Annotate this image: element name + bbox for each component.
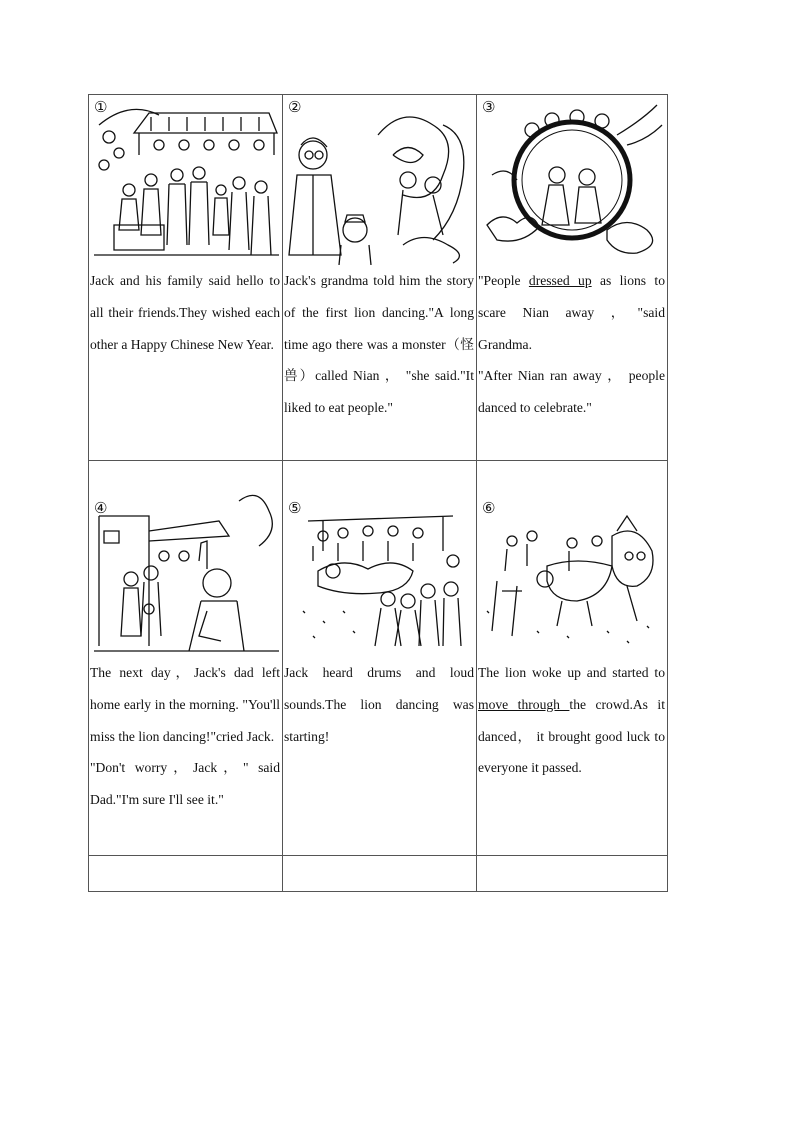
story-paragraph: "Don't worry，Jack，" said Dad."I'm sure I'll see it." xyxy=(90,760,280,808)
family-greeting-drawing xyxy=(89,95,282,265)
text-run: the crowd.As it danced， it brought good luck to everyone it passed. xyxy=(478,696,665,776)
panel-number: ⑥ xyxy=(482,499,496,517)
grandma-story-drawing xyxy=(283,95,476,265)
panel-4-illustration xyxy=(89,461,282,657)
text-run: The lion woke up and started to xyxy=(478,665,665,680)
story-paragraph: The next day，Jack's dad left home early in the morning. "You'll miss the lion dancing!"cried Jack. xyxy=(90,665,280,744)
panel-1-text xyxy=(89,265,282,360)
table-row xyxy=(89,856,668,892)
panel-5-text xyxy=(283,657,476,752)
panel-number: ① xyxy=(94,98,108,116)
lion-moving-drawing xyxy=(477,461,667,657)
panel-6-text xyxy=(477,657,667,784)
dad-leaving-drawing xyxy=(89,461,282,657)
story-paragraph: "After Nian ran away ， people danced to celebrate." xyxy=(478,368,665,416)
story-table xyxy=(88,94,668,892)
table-row xyxy=(89,461,668,856)
panel-number: ② xyxy=(288,98,302,116)
panel-1 xyxy=(89,95,283,461)
panel-number: ⑤ xyxy=(288,499,302,517)
panel-number: ④ xyxy=(94,499,108,517)
panel-3-illustration xyxy=(477,95,667,265)
panel-4 xyxy=(89,461,283,856)
panel-4-text xyxy=(89,657,282,816)
scare-nian-drawing xyxy=(477,95,667,265)
empty-cell xyxy=(477,856,668,892)
panel-5 xyxy=(283,461,477,856)
panel-1-illustration xyxy=(89,95,282,265)
panel-3-text xyxy=(477,265,667,424)
empty-cell xyxy=(89,856,283,892)
panel-6 xyxy=(477,461,668,856)
story-paragraph xyxy=(478,657,665,784)
panel-5-illustration xyxy=(283,461,476,657)
story-paragraph: Jack heard drums and loud sounds.The lion dancing was starting! xyxy=(284,665,474,744)
underlined-phrase: dressed up xyxy=(528,273,592,288)
table-row xyxy=(89,95,668,461)
panel-number: ③ xyxy=(482,98,496,116)
panel-3 xyxy=(477,95,668,461)
panel-2-text xyxy=(283,265,476,424)
empty-cell xyxy=(283,856,477,892)
text-run: "People xyxy=(478,273,529,288)
underlined-phrase: move through xyxy=(478,696,570,712)
lion-dance-start-drawing xyxy=(283,461,476,657)
panel-2 xyxy=(283,95,477,461)
panel-2-illustration xyxy=(283,95,476,265)
story-paragraph: Jack's grandma told him the story of the first lion dancing."A long time ago there was a monster（怪兽）called Nian ， "she said."It liked to eat people." xyxy=(284,273,474,416)
text-run: as lions to scare Nian away ，"said Grandma. xyxy=(478,273,666,352)
panel-6-illustration xyxy=(477,461,667,657)
story-paragraph xyxy=(478,265,665,360)
story-paragraph: Jack and his family said hello to all their friends.They wished each other a Happy Chinese New Year. xyxy=(90,273,280,352)
